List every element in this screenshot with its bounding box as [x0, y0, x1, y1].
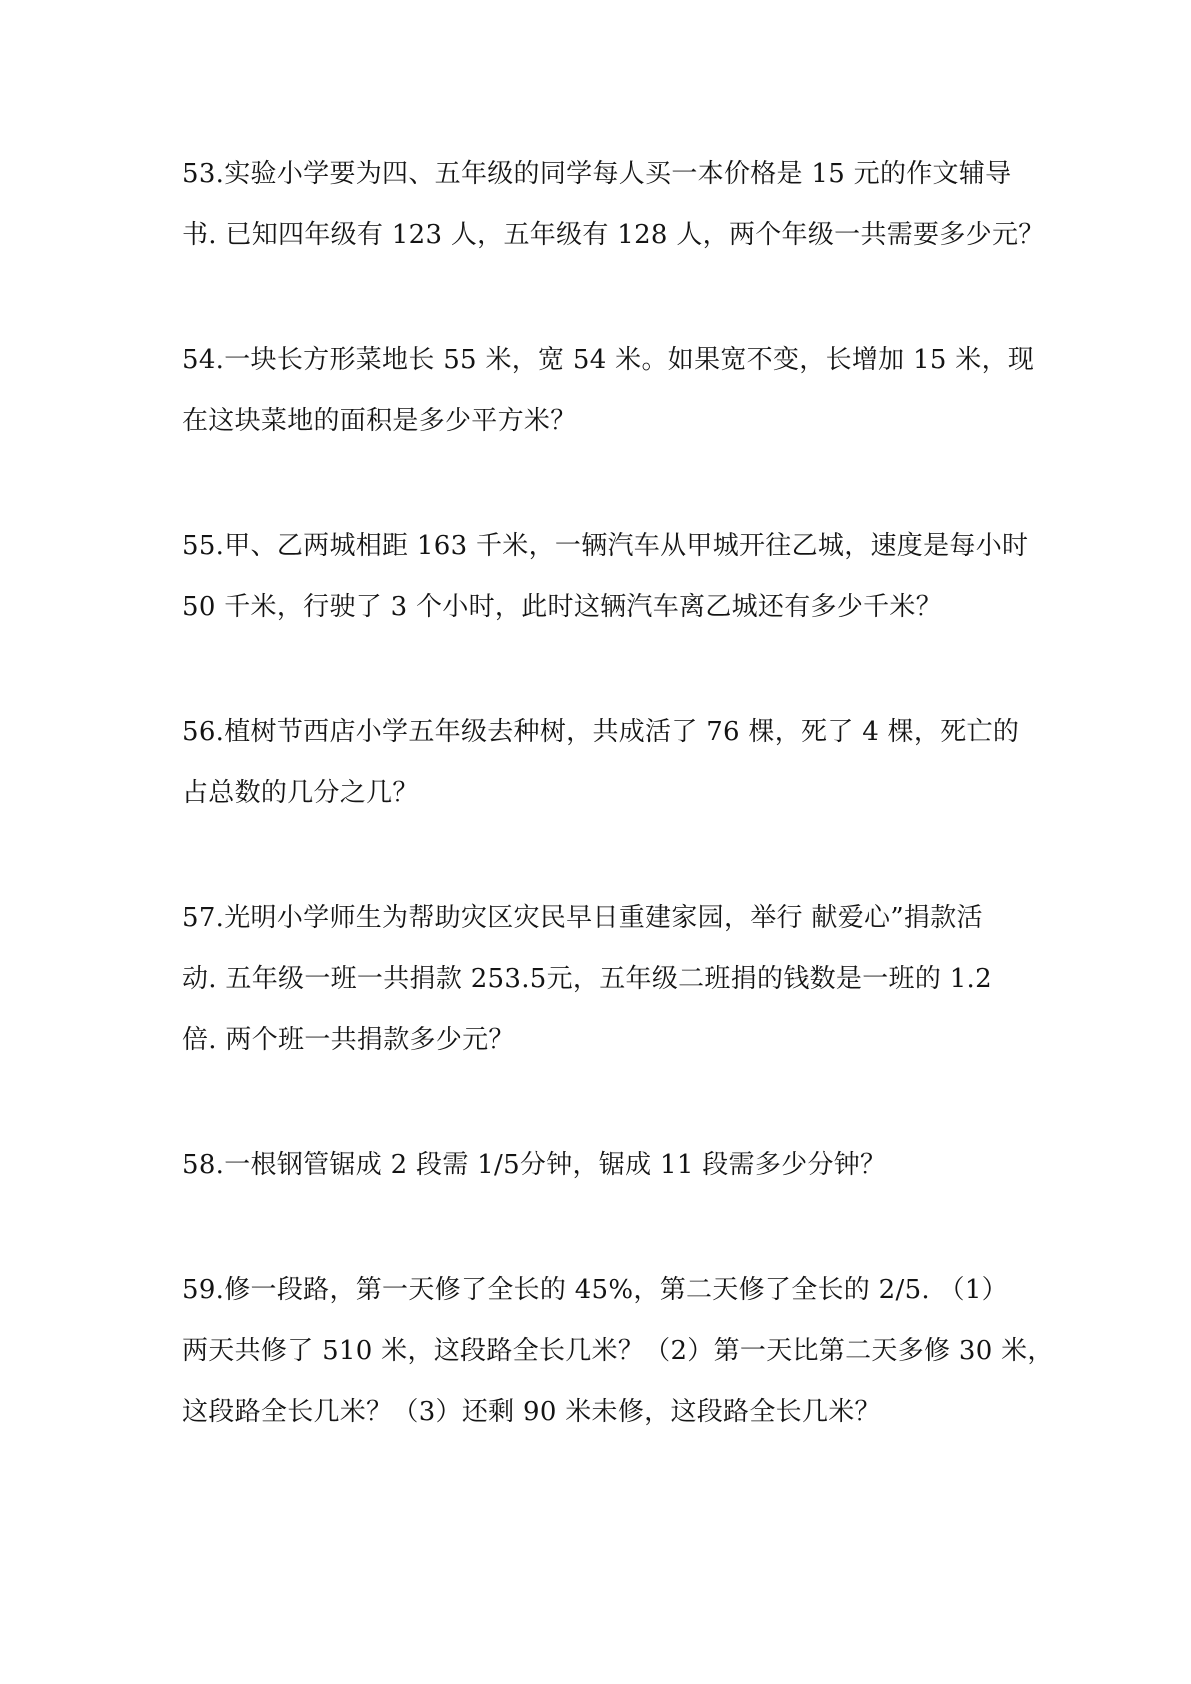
problem-55-line-1: 55.甲、乙两城相距 163 千米，一辆汽车从甲城开往乙城，速度是每小时 — [182, 531, 1029, 561]
problem-54-line-1: 54.一块长方形菜地长 55 米，宽 54 米。如果宽不变，长增加 15 米，现 — [182, 345, 1035, 375]
problem-57-line-1: 57.光明小学师生为帮助灾区灾民早日重建家园，举行 献爱心”捐款活 — [182, 903, 983, 933]
problem-55 — [182, 516, 1029, 638]
problem-53-line-1: 53.实验小学要为四、五年级的同学每人买一本价格是 15 元的作文辅导 — [182, 159, 1012, 189]
problem-54 — [182, 330, 1035, 452]
problem-56-line-1: 56.植树节西店小学五年级去种树，共成活了 76 棵，死了 4 棵，死亡的 — [182, 717, 1020, 747]
problem-57 — [182, 888, 1012, 1071]
problem-59-line-1: 59.修一段路，第一天修了全长的 45%，第二天修了全长的 2/5. （1） — [182, 1275, 1008, 1305]
problem-58 — [182, 1135, 1012, 1196]
problem-56 — [182, 702, 1020, 824]
problem-55-line-2: 50 千米，行驶了 3 个小时，此时这辆汽车离乙城还有多少千米？ — [182, 592, 943, 622]
problem-59-line-3: 这段路全长几米？（3）还剩 90 米未修，这段路全长几米？ — [182, 1397, 881, 1427]
problem-53-line-2: 书. 已知四年级有 123 人，五年级有 128 人，两个年级一共需要多少元？ — [182, 220, 1045, 250]
problem-58-line-1: 58.一根钢管锯成 2 段需 1/5分钟，锯成 11 段需多少分钟？ — [182, 1150, 887, 1180]
problem-54-line-2: 在这块菜地的面积是多少平方米？ — [182, 406, 577, 436]
problem-53 — [182, 144, 1045, 266]
problem-59 — [182, 1260, 1054, 1443]
problem-57-line-3: 倍. 两个班一共捐款多少元？ — [182, 1025, 515, 1055]
problem-56-line-2: 占总数的几分之几？ — [182, 778, 419, 808]
problem-59-line-2: 两天共修了 510 米，这段路全长几米？（2）第一天比第二天多修 30 米， — [182, 1336, 1054, 1366]
problem-57-line-2: 动. 五年级一班一共捐款 253.5元，五年级二班捐的钱数是一班的 1.2 — [182, 964, 992, 994]
